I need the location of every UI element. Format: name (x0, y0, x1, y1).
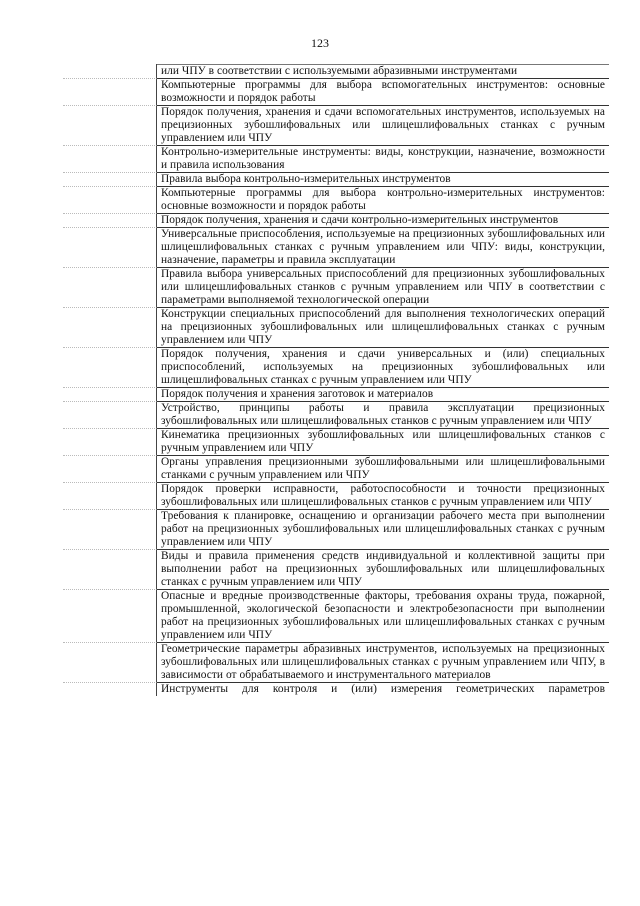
table-left-cell (63, 64, 157, 78)
table-left-cell (63, 642, 157, 682)
table-row (63, 186, 609, 213)
table-row (63, 401, 609, 428)
table-cell-text: Правила выбора универсальных приспособлений для прецизионных зубошлифовальных или шлицешлифовальных станков с ручным управлением или ЧПУ в соответствии с параметрами выполняемой технологической операции (157, 267, 609, 307)
table-cell-text: Компьютерные программы для выбора вспомогательных инструментов: основные возможности и порядок работы (157, 78, 609, 105)
table-row (63, 482, 609, 509)
table-row (63, 347, 609, 387)
table-row (63, 387, 609, 401)
table-row (63, 549, 609, 589)
table-cell-text: Правила выбора контрольно-измерительных инструментов (157, 172, 609, 186)
table-row (63, 227, 609, 267)
table-left-cell (63, 186, 157, 213)
table-left-cell (63, 589, 157, 642)
table-row (63, 307, 609, 347)
table-cell-text: или ЧПУ в соответствии с используемыми абразивными инструментами (157, 64, 609, 78)
table-row (63, 642, 609, 682)
table-row (63, 145, 609, 172)
table-cell-text: Контрольно-измерительные инструменты: виды, конструкции, назначение, возможности и правила использования (157, 145, 609, 172)
table-cell-text: Компьютерные программы для выбора контрольно-измерительных инструментов: основные возможности и порядок работы (157, 186, 609, 213)
table-cell-text: Порядок проверки исправности, работоспособности и точности прецизионных зубошлифовальных или шлицешлифовальных станков с ручным управлением или ЧПУ (157, 482, 609, 509)
table-row (63, 509, 609, 549)
table-left-cell (63, 172, 157, 186)
table-row (63, 105, 609, 145)
table-left-cell (63, 549, 157, 589)
table-row (63, 455, 609, 482)
table-left-cell (63, 387, 157, 401)
table-row (63, 589, 609, 642)
table-row (63, 682, 609, 696)
table-row (63, 64, 609, 78)
table-left-cell (63, 482, 157, 509)
page-number: 123 (311, 36, 329, 50)
table-left-cell (63, 428, 157, 455)
table-row (63, 428, 609, 455)
table-left-cell (63, 347, 157, 387)
table-left-cell (63, 307, 157, 347)
table-cell-text: Требования к планировке, оснащению и организации рабочего места при выполнении работ на прецизионных зубошлифовальных или шлицешлифовальных станках с ручным управлением или ЧПУ (157, 509, 609, 549)
table-cell-text: Геометрические параметры абразивных инструментов, используемых на прецизионных зубошлифовальных или шлицешлифовальных станках с ручным управлением или ЧПУ, в зависимости от обрабатываемого и инструментального материалов (157, 642, 609, 682)
table-cell-text: Виды и правила применения средств индивидуальной и коллективной защиты при выполнении работ на прецизионных зубошлифовальных или шлицешлифовальных станках с ручным управлением или ЧПУ (157, 549, 609, 589)
table-left-cell (63, 105, 157, 145)
table-cell-text: Порядок получения, хранения и сдачи вспомогательных инструментов, используемых на прецизионных зубошлифовальных или шлицешлифовальных станках с ручным управлением или ЧПУ (157, 105, 609, 145)
table-cell-text: Порядок получения и хранения заготовок и материалов (157, 387, 609, 401)
table-left-cell (63, 227, 157, 267)
table-cell-text: Конструкции специальных приспособлений для выполнения технологических операций на прецизионных зубошлифовальных или шлицешлифовальных станках с ручным управлением или ЧПУ (157, 307, 609, 347)
table-left-cell (63, 267, 157, 307)
table-cell-text: Порядок получения, хранения и сдачи универсальных и (или) специальных приспособлений, используемых на прецизионных зубошлифовальных или шлицешлифовальных станках с ручным управлением или ЧПУ (157, 347, 609, 387)
table-row (63, 267, 609, 307)
table-left-cell (63, 401, 157, 428)
table-row (63, 78, 609, 105)
knowledge-table (63, 64, 609, 696)
table-row (63, 172, 609, 186)
table-left-cell (63, 145, 157, 172)
table-cell-text: Порядок получения, хранения и сдачи контрольно-измерительных инструментов (157, 213, 609, 227)
table-left-cell (63, 213, 157, 227)
table-cell-text: Устройство, принципы работы и правила эксплуатации прецизионных зубошлифовальных или шлицешлифовальных станков с ручным управлением или ЧПУ (157, 401, 609, 428)
table-cell-text: Органы управления прецизионными зубошлифовальными или шлицешлифовальными станками с ручным управлением или ЧПУ (157, 455, 609, 482)
table-left-cell (63, 78, 157, 105)
table-row (63, 213, 609, 227)
table-cell-text: Кинематика прецизионных зубошлифовальных или шлицешлифовальных станков с ручным управлением или ЧПУ (157, 428, 609, 455)
table-cell-text: Универсальные приспособления, используемые на прецизионных зубошлифовальных или шлицешлифовальных станках с ручным управлением или ЧПУ: виды, конструкции, назначение, параметры и правила эксплуатации (157, 227, 609, 267)
table-cell-text: Опасные и вредные производственные факторы, требования охраны труда, пожарной, промышленной, экологической безопасности и электробезопасности при выполнении работ на прецизионных зубошлифовальных или шлицешлифовальных станках с ручным управлением или ЧПУ (157, 589, 609, 642)
table-left-cell (63, 682, 157, 696)
table-left-cell (63, 455, 157, 482)
table-left-cell (63, 509, 157, 549)
table-cell-text: Инструменты для контроля и (или) измерения геометрических параметров (157, 682, 609, 696)
